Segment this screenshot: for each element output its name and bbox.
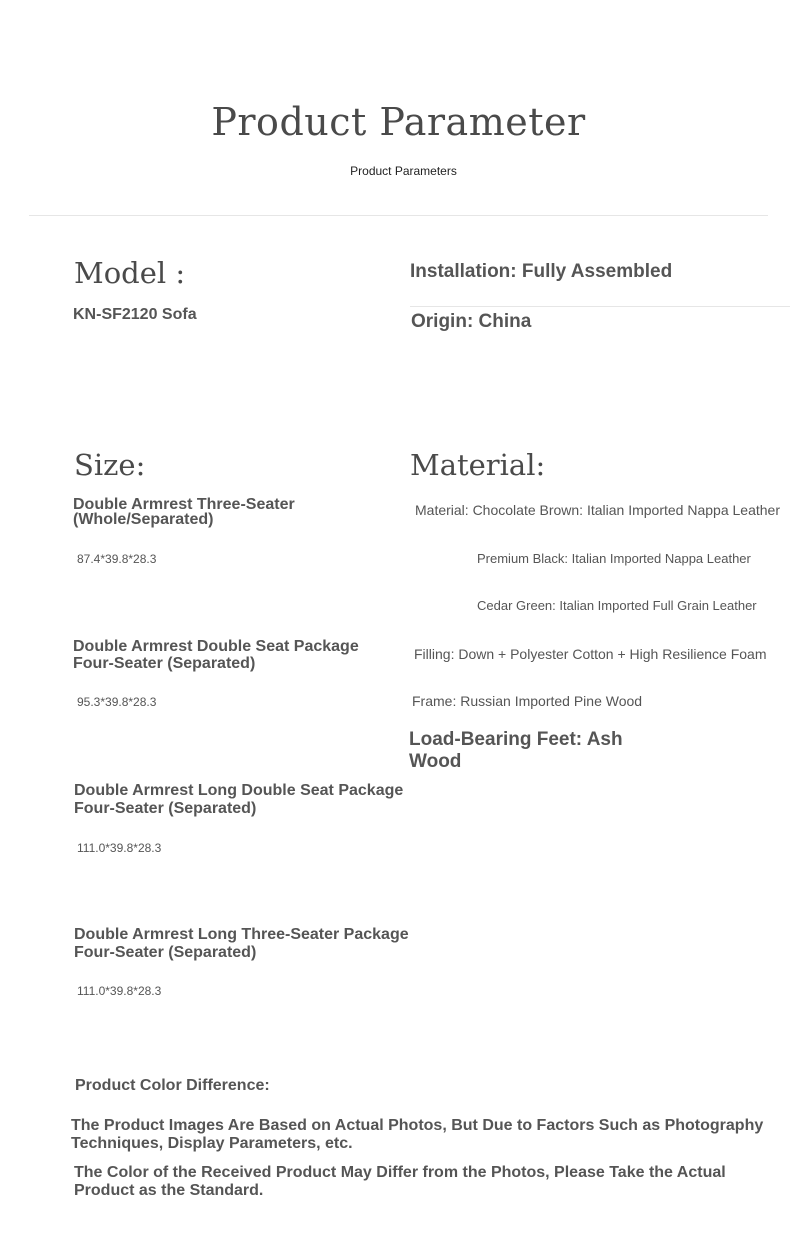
size-item-dims: 111.0*39.8*28.3	[77, 841, 162, 855]
size-heading: Size:	[74, 448, 146, 482]
material-heading: Material:	[410, 448, 546, 482]
model-value: KN-SF2120 Sofa	[73, 306, 197, 323]
installation-divider	[410, 306, 790, 307]
color-note-line: The Product Images Are Based on Actual Photos, But Due to Factors Such as Photography Techniques, Display Parameters, etc.	[71, 1117, 764, 1152]
page-subtitle: Product Parameters	[350, 164, 457, 178]
material-line: Premium Black: Italian Imported Nappa Leather	[477, 551, 751, 566]
origin-info: Origin: China	[411, 311, 532, 332]
size-item-dims: 87.4*39.8*28.3	[77, 552, 157, 566]
size-item-name: Double Armrest Three-Seater (Whole/Separated)	[73, 496, 295, 528]
material-line: Filling: Down + Polyester Cotton + High Resilience Foam	[414, 646, 767, 662]
size-item-dims: 111.0*39.8*28.3	[77, 984, 162, 998]
load-bearing-feet-info: Load-Bearing Feet: Ash Wood	[409, 729, 623, 772]
material-line: Frame: Russian Imported Pine Wood	[412, 693, 643, 709]
size-item-name: Double Armrest Long Three-Seater Package Four-Seater (Separated)	[74, 926, 409, 961]
material-line: Material: Chocolate Brown: Italian Imported Nappa Leather	[415, 502, 780, 518]
model-heading: Model :	[74, 256, 186, 290]
color-note-line: The Color of the Received Product May Differ from the Photos, Please Take the Actual Product as the Standard.	[74, 1164, 726, 1199]
header-divider	[29, 215, 768, 216]
size-item-name: Double Armrest Double Seat Package Four-Seater (Separated)	[73, 638, 359, 672]
size-item-name: Double Armrest Long Double Seat Package Four-Seater (Separated)	[74, 782, 404, 817]
color-note-heading: Product Color Difference:	[75, 1077, 270, 1094]
material-line: Cedar Green: Italian Imported Full Grain Leather	[477, 598, 757, 613]
installation-info: Installation: Fully Assembled	[410, 261, 673, 282]
size-item-dims: 95.3*39.8*28.3	[77, 695, 157, 709]
page-title: Product Parameter	[211, 100, 586, 144]
